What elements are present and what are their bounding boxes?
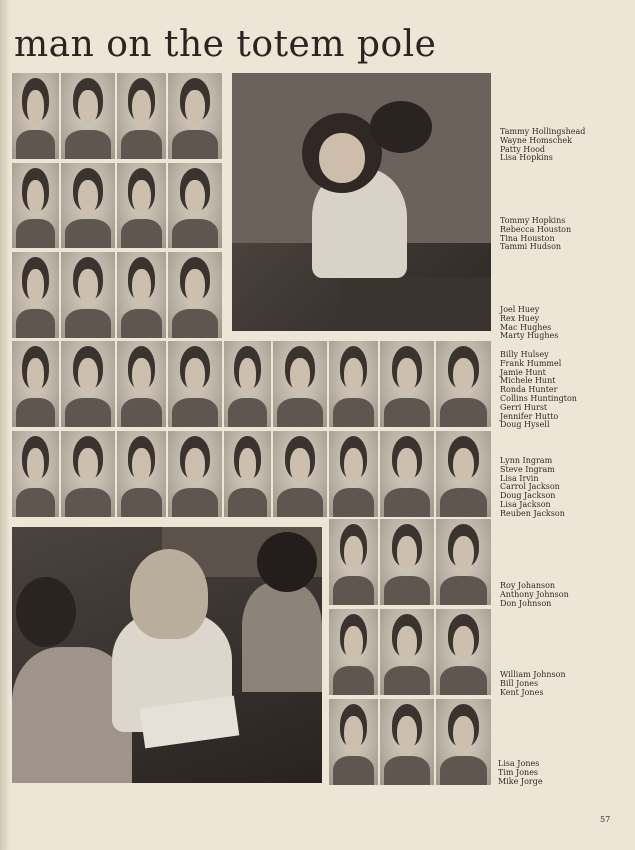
student-name: Lisa Jones (498, 759, 540, 768)
classroom-photo (232, 73, 491, 331)
student-portrait (117, 252, 166, 338)
photo-student-center-hair (130, 549, 208, 639)
student-portrait (224, 341, 271, 427)
name-list (500, 217, 571, 252)
student-name: Tammy Hollingshead (500, 127, 586, 136)
student-name: Steve Ingram (500, 464, 555, 474)
student-portrait (12, 341, 59, 427)
student-name: Tommy Hopkins (500, 216, 566, 225)
student-name: Joel Huey (500, 305, 540, 314)
name-list (500, 128, 585, 163)
photo-student-right (242, 582, 322, 692)
student-name: Tim Jones (498, 767, 539, 777)
student-portrait (436, 609, 491, 695)
student-name: Carrol Jackson (500, 482, 560, 492)
student-name: Rebecca Houston (500, 224, 572, 234)
name-list (500, 306, 558, 341)
student-name: Rex Huey (500, 313, 540, 323)
student-name: Jennifer Hutto (500, 411, 559, 421)
student-portrait (273, 431, 327, 517)
student-portrait (61, 163, 115, 248)
student-name: Gerri Hurst (500, 402, 548, 412)
student-name: Roy Johanson (500, 581, 556, 590)
student-portrait (273, 341, 327, 427)
student-name: Marty Hughes (500, 331, 559, 341)
student-portrait (436, 519, 491, 605)
student-name: Anthony Johnson (500, 589, 569, 599)
student-name: Bill Jones (500, 678, 539, 688)
student-portrait (329, 609, 378, 695)
page-number: 57 (600, 815, 611, 824)
student-name: Reuben Jackson (500, 508, 565, 518)
student-portrait (117, 163, 166, 248)
student-name: Lisa Irvin (500, 473, 539, 483)
name-list (500, 351, 577, 430)
classroom-photo-girls (12, 527, 322, 783)
student-portrait (168, 163, 222, 248)
student-portrait (380, 431, 434, 517)
student-portrait (168, 252, 222, 338)
student-name: Frank Hummel (500, 358, 562, 368)
student-portrait (329, 431, 378, 517)
student-portrait (12, 73, 59, 159)
student-name: Wayne Homschek (500, 135, 572, 145)
name-list (500, 671, 566, 697)
student-name: Kent Jones (500, 687, 544, 697)
name-list (500, 582, 569, 608)
photo-student-left-hair (16, 577, 76, 647)
photo-student-boy-hair (370, 101, 432, 153)
student-portrait (380, 609, 434, 695)
student-name: Patty Hood (500, 144, 546, 154)
student-portrait (117, 431, 166, 517)
student-name: Mac Hughes (500, 322, 552, 332)
student-name: Billy Hulsey (500, 350, 549, 359)
student-name: Lisa Hopkins (500, 153, 553, 163)
student-portrait (380, 341, 434, 427)
photo-student-right-hair (257, 532, 317, 592)
page-gutter-shadow (0, 0, 10, 850)
photo-student-girl-face (319, 133, 365, 183)
student-name: Mike Jorge (498, 776, 543, 786)
student-name: Michele Hunt (500, 376, 556, 386)
student-name: Lisa Jackson (500, 499, 551, 509)
student-portrait (61, 73, 115, 159)
student-portrait (380, 699, 434, 785)
student-portrait (61, 431, 115, 517)
student-portrait (12, 252, 59, 338)
student-portrait (329, 699, 378, 785)
page-title: man on the totem pole (14, 24, 437, 65)
student-name: Doug Hysell (500, 420, 550, 430)
student-portrait (61, 341, 115, 427)
student-portrait (12, 431, 59, 517)
student-portrait (380, 519, 434, 605)
student-portrait (117, 341, 166, 427)
student-portrait (117, 73, 166, 159)
student-portrait (12, 163, 59, 248)
student-name: Collins Huntington (500, 393, 577, 403)
student-portrait (61, 252, 115, 338)
student-name: Tina Houston (500, 233, 555, 243)
name-list (500, 457, 565, 519)
name-list (498, 760, 543, 786)
student-portrait (436, 431, 491, 517)
student-name: Lynn Ingram (500, 456, 553, 465)
student-portrait (329, 519, 378, 605)
student-portrait (436, 699, 491, 785)
student-name: Ronda Hunter (500, 385, 558, 395)
student-portrait (168, 431, 222, 517)
student-name: Don Johnson (500, 598, 552, 608)
student-portrait (168, 73, 222, 159)
student-portrait (329, 341, 378, 427)
student-name: William Johnson (500, 670, 566, 679)
student-name: Tammi Hudson (500, 242, 562, 252)
student-portrait (168, 341, 222, 427)
student-name: Jamie Hunt (500, 367, 546, 377)
student-name: Doug Jackson (500, 491, 556, 501)
student-portrait (436, 341, 491, 427)
student-portrait (224, 431, 271, 517)
photo-desk (340, 278, 491, 331)
